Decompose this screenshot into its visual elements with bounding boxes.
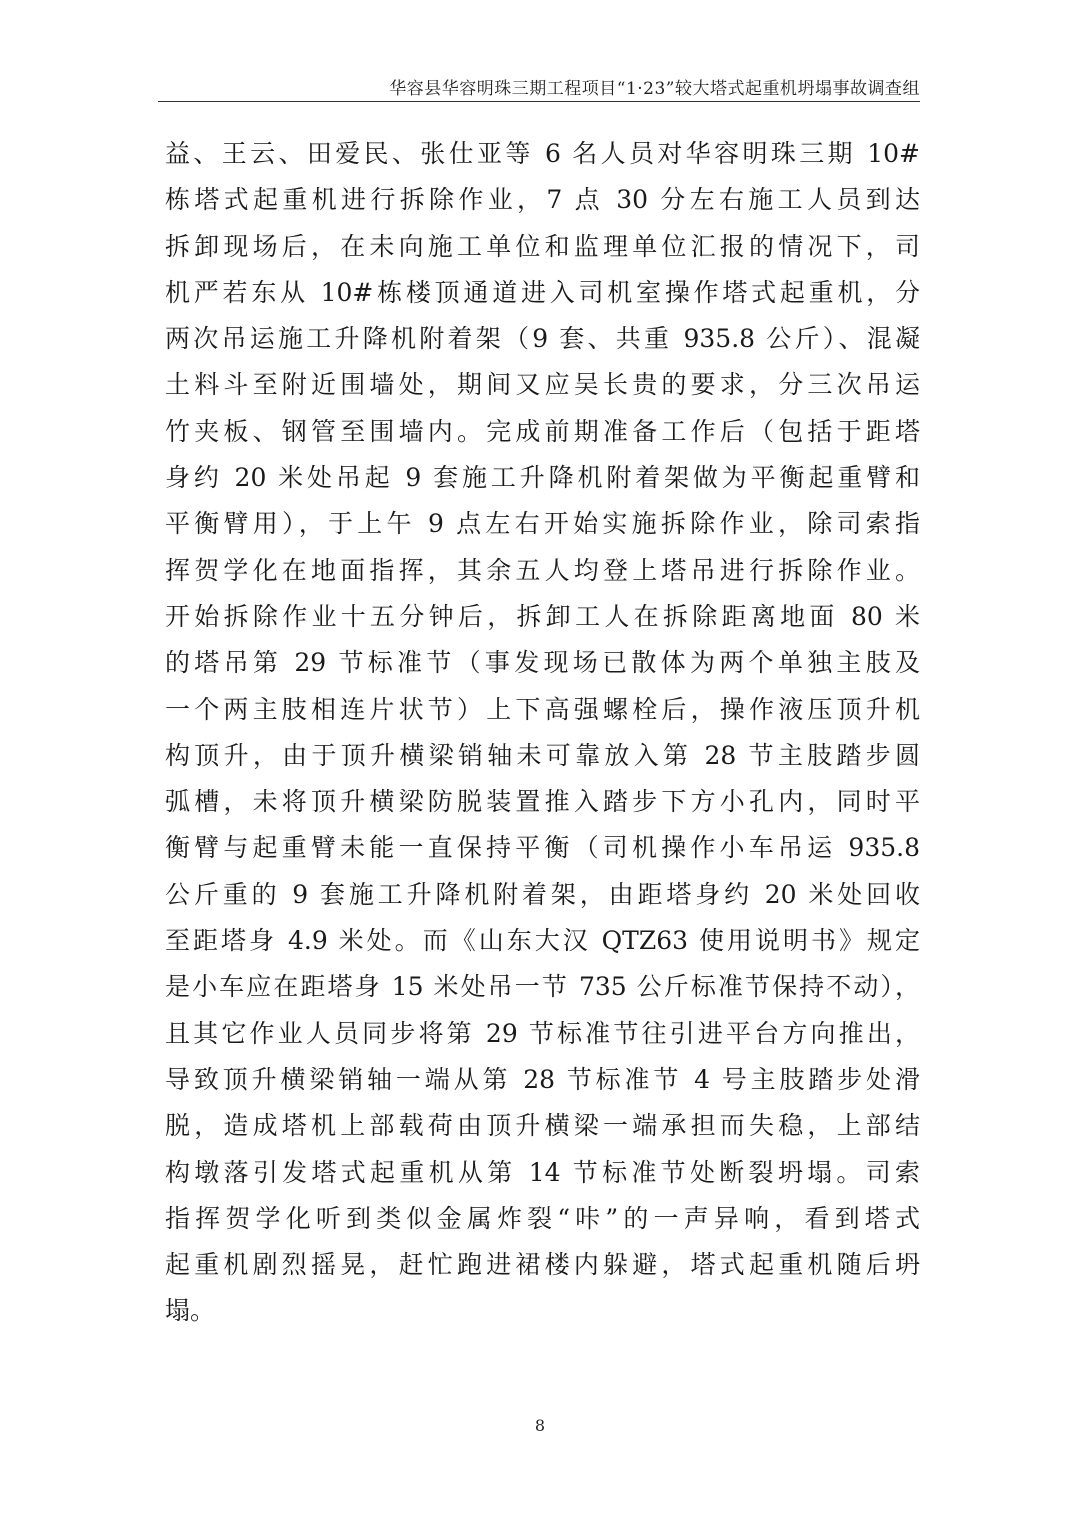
text-line: 是小车应在距塔身 15 米处吊一节 735 公斤标准节保持不动）， [165,972,920,1002]
text-line: 且其它作业人员同步将第 29 节标准节往引进平台方向推出， [165,1018,920,1048]
text-line: 脱，造成塔机上部载荷由顶升横梁一端承担而失稳，上部结 [165,1111,920,1141]
text-line: 公斤重的 9 套施工升降机附着架，由距塔身约 20 米处回收 [165,879,920,909]
text-line: 起重机剧烈摇晃，赶忙跑进裙楼内躲避，塔式起重机随后坍 [165,1250,920,1280]
text-line: 益、王云、田爱民、张仕亚等 6 名人员对华容明珠三期 10# [165,139,920,168]
text-line: 机严若东从 10#栋楼顶通道进入司机室操作塔式起重机，分 [165,277,920,307]
text-line: 开始拆除作业十五分钟后，拆卸工人在拆除距离地面 80 米 [165,601,920,631]
text-line: 弧槽，未将顶升横梁防脱装置推入踏步下方小孔内，同时平 [165,787,920,817]
text-line: 一个两主肢相连片状节）上下高强螺栓后，操作液压顶升机 [165,694,920,724]
header-divider [158,101,920,102]
text-line: 构顶升，由于顶升横梁销轴未可靠放入第 28 节主肢踏步圆 [165,740,920,770]
text-line: 构墩落引发塔式起重机从第 14 节标准节处断裂坍塌。司索 [165,1157,920,1187]
text-line: 平衡臂用），于上午 9 点左右开始实施拆除作业，除司索指 [165,509,920,539]
text-line: 竹夹板、钢管至围墙内。完成前期准备工作后（包括于距塔 [165,416,920,446]
text-line: 土料斗至附近围墙处，期间又应吴长贵的要求，分三次吊运 [165,370,920,400]
text-line: 衡臂与起重臂未能一直保持平衡（司机操作小车吊运 935.8 [165,833,920,863]
text-line: 导致顶升横梁销轴一端从第 28 节标准节 4 号主肢踏步处滑 [165,1064,920,1094]
body-paragraph [165,131,920,1335]
text-line-last: 塌。 [165,1296,216,1326]
text-line: 指挥贺学化听到类似金属炸裂“咔”的一声异响，看到塔式 [165,1203,920,1233]
page-number: 8 [534,1416,546,1435]
text-line: 栋塔式起重机进行拆除作业，7 点 30 分左右施工人员到达 [165,185,920,215]
running-header: 华容县华容明珠三期工程项目“1·23”较大塔式起重机坍塌事故调查组 [389,79,920,99]
text-line: 拆卸现场后，在未向施工单位和监理单位汇报的情况下，司 [165,231,920,261]
text-line: 身约 20 米处吊起 9 套施工升降机附着架做为平衡起重臂和 [165,463,920,493]
text-line: 挥贺学化在地面指挥，其余五人均登上塔吊进行拆除作业。 [165,555,920,585]
text-line: 两次吊运施工升降机附着架（9 套、共重 935.8 公斤）、混凝 [165,324,920,354]
text-line: 至距塔身 4.9 米处。而《山东大汉 QTZ63 使用说明书》规定 [165,926,920,956]
text-line: 的塔吊第 29 节标准节（事发现场已散体为两个单独主肢及 [165,648,920,678]
